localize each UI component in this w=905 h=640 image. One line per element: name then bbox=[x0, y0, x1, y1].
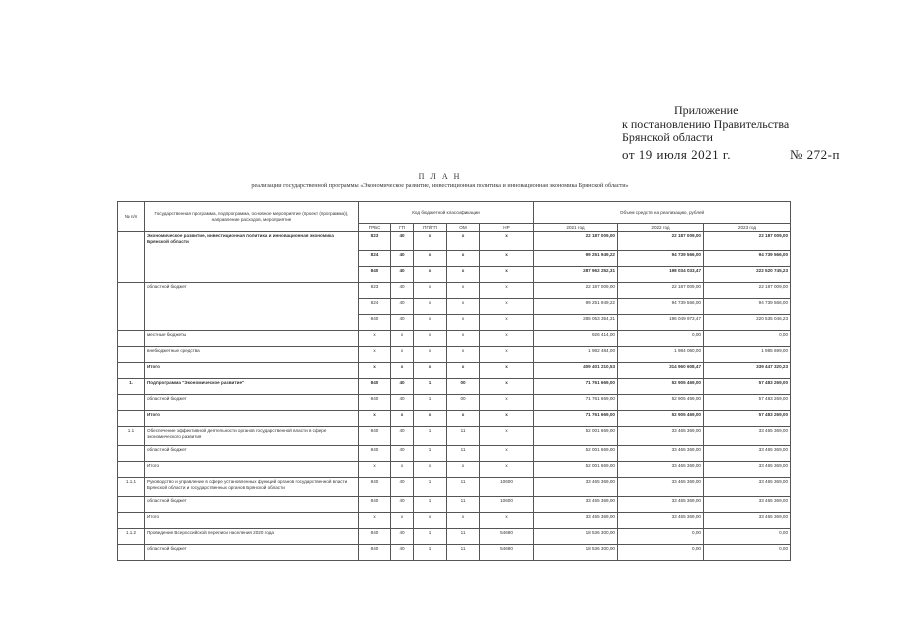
row-code-nr: х bbox=[480, 299, 534, 315]
row-code-ppgp: х bbox=[414, 347, 447, 363]
table-row bbox=[118, 283, 791, 299]
row-code-gp: 40 bbox=[391, 545, 414, 561]
row-program-name: внебюджетные средства bbox=[145, 347, 359, 363]
row-amount-2023: 94 739 566,00 bbox=[704, 251, 791, 267]
row-code-grbs: 840 bbox=[359, 315, 391, 331]
row-code-nr: х bbox=[480, 395, 534, 411]
table-row bbox=[118, 331, 791, 347]
row-code-ppgp: 1 bbox=[414, 478, 447, 497]
row-program-name: Итого bbox=[145, 411, 359, 427]
row-code-nr: 54690 bbox=[480, 545, 534, 561]
row-code-grbs: 824 bbox=[359, 299, 391, 315]
row-code-grbs: х bbox=[359, 331, 391, 347]
row-code-nr: х bbox=[480, 331, 534, 347]
row-code-gp: 40 bbox=[391, 315, 414, 331]
row-code-nr: 54690 bbox=[480, 529, 534, 545]
table-header-row bbox=[118, 202, 791, 224]
row-amount-2022: 22 187 009,00 bbox=[618, 283, 704, 299]
row-amount-2021: 71 761 669,00 bbox=[534, 411, 618, 427]
row-code-grbs: 824 bbox=[359, 251, 391, 267]
row-amount-2021: 52 001 669,00 bbox=[534, 427, 618, 446]
table-row bbox=[118, 513, 791, 529]
row-code-gp: х bbox=[391, 347, 414, 363]
row-code-grbs: х bbox=[359, 513, 391, 529]
volume-group-header: Объем средств на реализацию, рублей bbox=[534, 202, 791, 224]
row-number bbox=[118, 283, 145, 331]
row-code-nr: х bbox=[480, 232, 534, 251]
row-code-gp: х bbox=[391, 411, 414, 427]
row-amount-2021: 22 187 009,00 bbox=[534, 232, 618, 251]
row-amount-2023: 0,00 bbox=[704, 545, 791, 561]
row-code-nr: х bbox=[480, 283, 534, 299]
row-amount-2023: 33 465 369,00 bbox=[704, 497, 791, 513]
row-code-grbs: х bbox=[359, 347, 391, 363]
row-amount-2021: 285 053 354,31 bbox=[534, 315, 618, 331]
row-amount-2022: 94 739 566,00 bbox=[618, 299, 704, 315]
row-number bbox=[118, 232, 145, 283]
row-code-grbs: х bbox=[359, 411, 391, 427]
row-code-om: 00 bbox=[447, 379, 480, 395]
row-number bbox=[118, 446, 145, 462]
row-amount-2021: 1 982 484,00 bbox=[534, 347, 618, 363]
row-code-grbs: х bbox=[359, 462, 391, 478]
col-om-header: ОМ bbox=[447, 224, 480, 232]
row-amount-2022: 94 739 566,00 bbox=[618, 251, 704, 267]
row-code-om: 11 bbox=[447, 545, 480, 561]
col-2023-header: 2023 год bbox=[704, 224, 791, 232]
row-amount-2021: 99 251 949,22 bbox=[534, 251, 618, 267]
row-amount-2023: 222 520 745,23 bbox=[704, 267, 791, 283]
row-code-gp: 40 bbox=[391, 427, 414, 446]
row-amount-2023: 0,00 bbox=[704, 529, 791, 545]
row-amount-2021: 926 414,00 bbox=[534, 331, 618, 347]
row-code-gp: х bbox=[391, 462, 414, 478]
row-code-ppgp: 1 bbox=[414, 497, 447, 513]
row-amount-2021: 33 465 369,00 bbox=[534, 497, 618, 513]
row-number bbox=[118, 545, 145, 561]
row-amount-2023: 33 465 369,00 bbox=[704, 478, 791, 497]
row-code-nr: х bbox=[480, 347, 534, 363]
approval-header bbox=[622, 104, 842, 161]
row-amount-2023: 57 483 269,00 bbox=[704, 379, 791, 395]
row-program-name: Итого bbox=[145, 513, 359, 529]
row-number bbox=[118, 363, 145, 379]
row-code-gp: 40 bbox=[391, 529, 414, 545]
row-program-name: Подпрограмма "Экономическое развитие" bbox=[145, 379, 359, 395]
row-number bbox=[118, 347, 145, 363]
row-amount-2022: 33 465 369,00 bbox=[618, 497, 704, 513]
row-amount-2022: 0,00 bbox=[618, 529, 704, 545]
row-number: 1. bbox=[118, 379, 145, 395]
row-number bbox=[118, 513, 145, 529]
row-amount-2022: 33 465 369,00 bbox=[618, 446, 704, 462]
row-code-ppgp: х bbox=[414, 267, 447, 283]
row-code-ppgp: х bbox=[414, 462, 447, 478]
row-amount-2021: 52 001 669,00 bbox=[534, 446, 618, 462]
row-code-gp: 40 bbox=[391, 251, 414, 267]
row-amount-2022: 22 187 009,00 bbox=[618, 232, 704, 251]
table-row bbox=[118, 379, 791, 395]
row-program-name: Обеспечение эффективной деятельности органов государственной власти в сфере экономического развития bbox=[145, 427, 359, 446]
col-num-header: № п/п bbox=[118, 202, 145, 232]
row-code-om: х bbox=[447, 411, 480, 427]
col-gp-header: ГП bbox=[391, 224, 414, 232]
row-code-om: х bbox=[447, 283, 480, 299]
row-amount-2022: 1 984 060,00 bbox=[618, 347, 704, 363]
row-program-name: областной бюджет bbox=[145, 545, 359, 561]
row-code-gp: х bbox=[391, 331, 414, 347]
row-code-gp: 40 bbox=[391, 478, 414, 497]
row-program-name: Итого bbox=[145, 462, 359, 478]
row-amount-2021: 33 465 369,00 bbox=[534, 478, 618, 497]
row-code-grbs: 840 bbox=[359, 446, 391, 462]
row-code-ppgp: х bbox=[414, 513, 447, 529]
row-code-nr: х bbox=[480, 462, 534, 478]
resolution-date: от 19 июля 2021 г. bbox=[622, 146, 731, 162]
row-code-ppgp: х bbox=[414, 251, 447, 267]
row-code-om: 11 bbox=[447, 478, 480, 497]
row-program-name: областной бюджет bbox=[145, 497, 359, 513]
row-code-ppgp: х bbox=[414, 283, 447, 299]
row-number bbox=[118, 462, 145, 478]
row-amount-2023: 33 465 369,00 bbox=[704, 446, 791, 462]
row-number bbox=[118, 411, 145, 427]
col-ppgp-header: ПП/ГП bbox=[414, 224, 447, 232]
row-amount-2022: 196 049 973,47 bbox=[618, 315, 704, 331]
row-amount-2023: 33 465 369,00 bbox=[704, 462, 791, 478]
row-amount-2023: 57 483 269,00 bbox=[704, 395, 791, 411]
row-amount-2023: 339 447 320,23 bbox=[704, 363, 791, 379]
row-code-gp: 40 bbox=[391, 497, 414, 513]
code-group-header: Код бюджетной классификации bbox=[359, 202, 534, 224]
row-code-gp: 40 bbox=[391, 379, 414, 395]
row-code-grbs: 840 bbox=[359, 497, 391, 513]
row-amount-2022: 33 465 369,00 bbox=[618, 462, 704, 478]
row-code-om: 11 bbox=[447, 497, 480, 513]
row-amount-2023: 33 465 369,00 bbox=[704, 513, 791, 529]
row-amount-2022: 33 465 369,00 bbox=[618, 427, 704, 446]
row-amount-2021: 22 187 009,00 bbox=[534, 283, 618, 299]
row-number: 1.1.2 bbox=[118, 529, 145, 545]
row-code-nr: 10600 bbox=[480, 497, 534, 513]
row-code-om: х bbox=[447, 232, 480, 251]
row-code-ppgp: 1 bbox=[414, 529, 447, 545]
table-row bbox=[118, 347, 791, 363]
row-number bbox=[118, 497, 145, 513]
row-amount-2021: 18 536 300,00 bbox=[534, 529, 618, 545]
table-row bbox=[118, 478, 791, 497]
row-code-ppgp: 1 bbox=[414, 395, 447, 411]
row-code-grbs: 840 bbox=[359, 529, 391, 545]
row-amount-2022: 33 465 369,00 bbox=[618, 513, 704, 529]
row-amount-2022: 52 905 469,00 bbox=[618, 411, 704, 427]
row-code-gp: 40 bbox=[391, 395, 414, 411]
row-code-om: х bbox=[447, 363, 480, 379]
row-program-name: Экономическое развитие, инвестиционная политика и инновационная экономика Брянской области bbox=[145, 232, 359, 283]
row-code-grbs: 840 bbox=[359, 478, 391, 497]
row-amount-2021: 18 536 300,00 bbox=[534, 545, 618, 561]
region-label: Брянской области bbox=[622, 130, 713, 144]
row-code-om: 11 bbox=[447, 446, 480, 462]
table-row bbox=[118, 232, 791, 251]
row-amount-2022: 52 905 469,00 bbox=[618, 379, 704, 395]
plan-table-body bbox=[118, 232, 791, 561]
row-code-om: х bbox=[447, 267, 480, 283]
row-amount-2023: 22 187 009,00 bbox=[704, 232, 791, 251]
row-amount-2021: 287 962 252,31 bbox=[534, 267, 618, 283]
table-row bbox=[118, 411, 791, 427]
row-amount-2023: 57 483 269,00 bbox=[704, 411, 791, 427]
row-code-nr: х bbox=[480, 446, 534, 462]
row-code-om: х bbox=[447, 331, 480, 347]
row-code-ppgp: х bbox=[414, 232, 447, 251]
col-2021-header: 2021 год bbox=[534, 224, 618, 232]
row-code-ppgp: х bbox=[414, 363, 447, 379]
row-amount-2021: 33 465 369,00 bbox=[534, 513, 618, 529]
row-program-name: областной бюджет bbox=[145, 283, 359, 331]
table-row bbox=[118, 427, 791, 446]
row-amount-2021: 99 251 949,22 bbox=[534, 299, 618, 315]
table-row bbox=[118, 462, 791, 478]
row-code-ppgp: х bbox=[414, 411, 447, 427]
row-program-name: областной бюджет bbox=[145, 446, 359, 462]
row-code-om: х bbox=[447, 462, 480, 478]
row-code-gp: 40 bbox=[391, 267, 414, 283]
row-code-nr: х bbox=[480, 363, 534, 379]
table-row bbox=[118, 529, 791, 545]
row-amount-2021: 71 761 669,00 bbox=[534, 395, 618, 411]
row-code-ppgp: х bbox=[414, 299, 447, 315]
row-code-gp: 40 bbox=[391, 283, 414, 299]
row-code-nr: х bbox=[480, 267, 534, 283]
appendix-label: Приложение bbox=[674, 103, 739, 117]
row-code-gp: 40 bbox=[391, 299, 414, 315]
row-program-name: Итого bbox=[145, 363, 359, 379]
resolution-date-line bbox=[622, 148, 842, 162]
row-code-gp: 40 bbox=[391, 446, 414, 462]
row-code-ppgp: х bbox=[414, 331, 447, 347]
resolution-number: № 272-п bbox=[790, 146, 840, 162]
table-row bbox=[118, 363, 791, 379]
row-code-grbs: х bbox=[359, 363, 391, 379]
row-code-om: х bbox=[447, 315, 480, 331]
table-row bbox=[118, 497, 791, 513]
plan-table bbox=[117, 201, 791, 561]
row-code-nr: х bbox=[480, 427, 534, 446]
row-code-ppgp: 1 bbox=[414, 379, 447, 395]
row-code-gp: х bbox=[391, 363, 414, 379]
row-code-gp: 40 bbox=[391, 232, 414, 251]
col-program-header: Государственная программа, подпрограмма, основное мероприятие (проект (программа)), направление расходов, мероприятие bbox=[145, 202, 359, 232]
row-amount-2021: 71 761 669,00 bbox=[534, 379, 618, 395]
plan-subtitle: реализации государственной программы «Экономическое развитие, инвестиционная политика и инновационная экономика Брянской области» bbox=[251, 182, 629, 189]
row-number bbox=[118, 395, 145, 411]
row-program-name: Руководство и управление в сфере установленных функций органов государственной власти Брянской области и государственных органов Брянской области bbox=[145, 478, 359, 497]
resolution-label: к постановлению Правительства bbox=[622, 116, 790, 131]
row-code-ppgp: 1 bbox=[414, 545, 447, 561]
row-code-om: х bbox=[447, 299, 480, 315]
row-code-grbs: 840 bbox=[359, 427, 391, 446]
row-code-ppgp: 1 bbox=[414, 446, 447, 462]
row-amount-2023: 33 465 369,00 bbox=[704, 427, 791, 446]
row-code-grbs: 840 bbox=[359, 545, 391, 561]
row-number: 1.1.1 bbox=[118, 478, 145, 497]
row-amount-2023: 1 985 699,00 bbox=[704, 347, 791, 363]
row-code-om: х bbox=[447, 251, 480, 267]
row-amount-2023: 220 535 046,23 bbox=[704, 315, 791, 331]
row-amount-2022: 198 034 033,47 bbox=[618, 267, 704, 283]
row-amount-2022: 0,00 bbox=[618, 331, 704, 347]
row-number bbox=[118, 331, 145, 347]
row-amount-2023: 94 739 566,00 bbox=[704, 299, 791, 315]
row-number: 1.1 bbox=[118, 427, 145, 446]
row-code-nr: х bbox=[480, 251, 534, 267]
table-row bbox=[118, 395, 791, 411]
row-amount-2023: 0,00 bbox=[704, 331, 791, 347]
table-row bbox=[118, 545, 791, 561]
row-code-grbs: 823 bbox=[359, 283, 391, 299]
col-grbs-header: ГРБС bbox=[359, 224, 391, 232]
row-code-om: х bbox=[447, 513, 480, 529]
row-amount-2022: 314 960 608,47 bbox=[618, 363, 704, 379]
row-amount-2022: 52 905 469,00 bbox=[618, 395, 704, 411]
row-code-ppgp: 1 bbox=[414, 427, 447, 446]
row-amount-2021: 52 001 669,00 bbox=[534, 462, 618, 478]
row-amount-2023: 22 187 009,00 bbox=[704, 283, 791, 299]
col-nr-header: НР bbox=[480, 224, 534, 232]
row-code-om: 11 bbox=[447, 529, 480, 545]
row-code-gp: х bbox=[391, 513, 414, 529]
plan-title: П Л А Н bbox=[418, 172, 462, 181]
row-program-name: местные бюджеты bbox=[145, 331, 359, 347]
row-code-nr: х bbox=[480, 411, 534, 427]
row-code-nr: х bbox=[480, 513, 534, 529]
row-code-om: 00 bbox=[447, 395, 480, 411]
row-code-om: 11 bbox=[447, 427, 480, 446]
row-code-ppgp: х bbox=[414, 315, 447, 331]
row-code-nr: х bbox=[480, 379, 534, 395]
row-code-grbs: 840 bbox=[359, 379, 391, 395]
row-code-grbs: 840 bbox=[359, 395, 391, 411]
row-code-nr: х bbox=[480, 315, 534, 331]
col-2022-header: 2022 год bbox=[618, 224, 704, 232]
row-amount-2022: 33 465 369,00 bbox=[618, 478, 704, 497]
row-code-grbs: 840 bbox=[359, 267, 391, 283]
row-code-nr: 10600 bbox=[480, 478, 534, 497]
row-amount-2021: 409 401 210,53 bbox=[534, 363, 618, 379]
row-program-name: областной бюджет bbox=[145, 395, 359, 411]
row-program-name: Проведение Всероссийской переписи населения 2020 года bbox=[145, 529, 359, 545]
row-code-grbs: 823 bbox=[359, 232, 391, 251]
row-code-om: х bbox=[447, 347, 480, 363]
table-row bbox=[118, 446, 791, 462]
row-amount-2022: 0,00 bbox=[618, 545, 704, 561]
